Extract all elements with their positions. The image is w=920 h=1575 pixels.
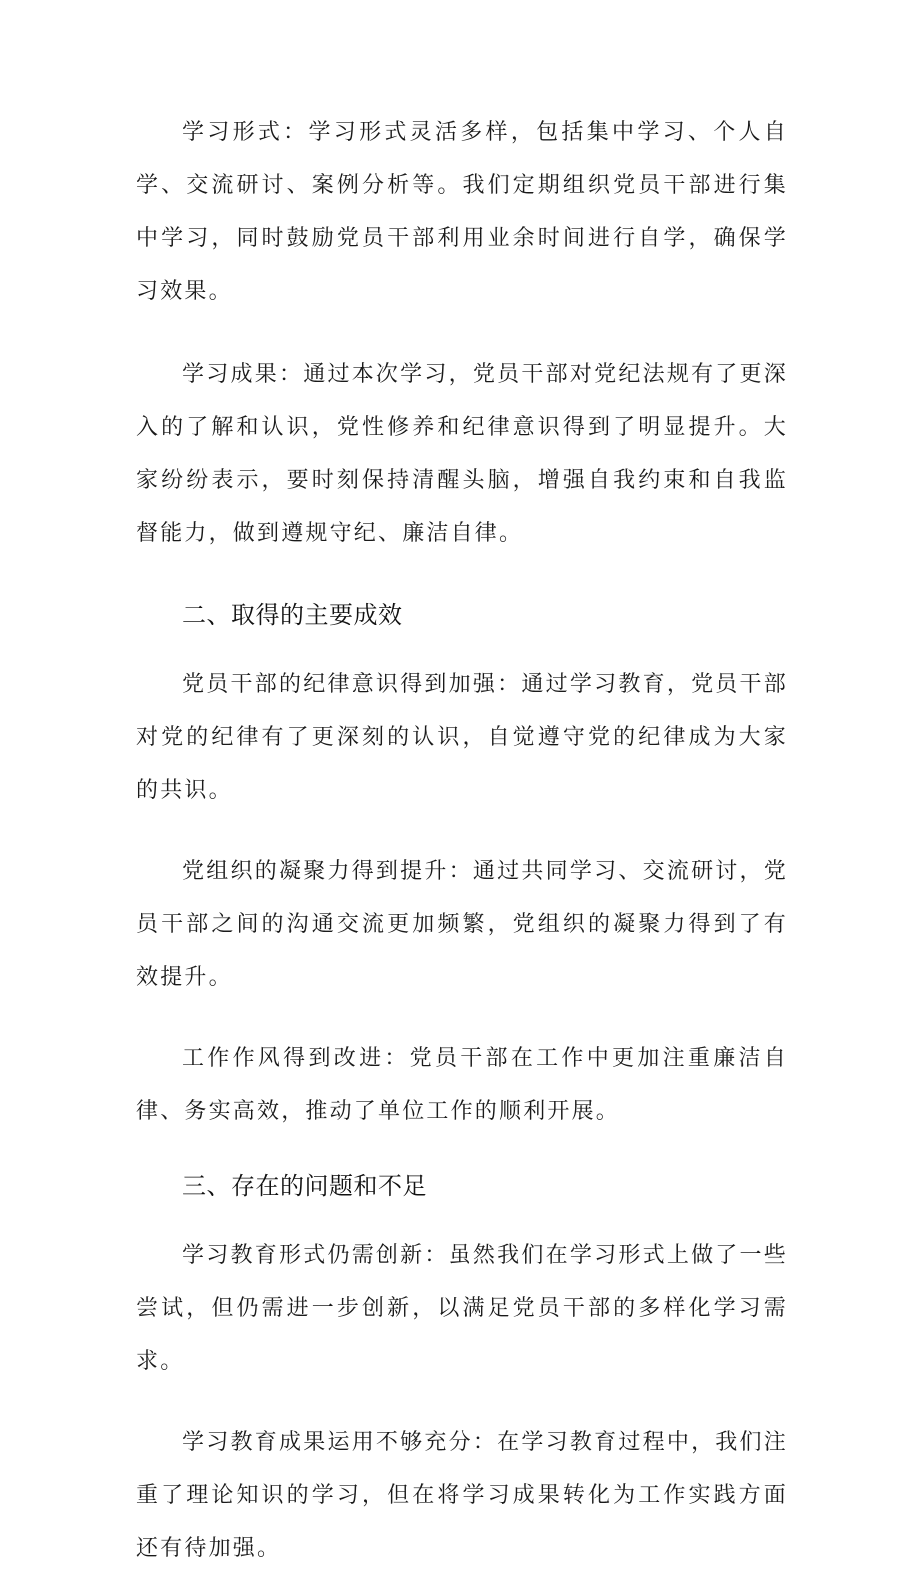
paragraph-cohesion: 党组织的凝聚力得到提升：通过共同学习、交流研讨，党员干部之间的沟通交流更加频繁，党组织的凝聚力得到了有效提升。 xyxy=(136,859,788,990)
paragraph-discipline-awareness: 党员干部的纪律意识得到加强：通过学习教育，党员干部对党的纪律有了更深刻的认识，自觉遵守党的纪律成为大家的共识。 xyxy=(136,672,788,803)
document-body xyxy=(136,106,788,1575)
paragraph-format-innovation: 学习教育形式仍需创新：虽然我们在学习形式上做了一些尝试，但仍需进一步创新，以满足党员干部的多样化学习需求。 xyxy=(136,1243,788,1374)
paragraph-results-application: 学习教育成果运用不够充分：在学习教育过程中，我们注重了理论知识的学习，但在将学习成果转化为工作实践方面还有待加强。 xyxy=(136,1430,788,1561)
section-heading-main-results: 二、取得的主要成效 xyxy=(182,601,403,629)
paragraph-learning-format: 学习形式：学习形式灵活多样，包括集中学习、个人自学、交流研讨、案例分析等。我们定期组织党员干部进行集中学习，同时鼓励党员干部利用业余时间进行自学，确保学习效果。 xyxy=(136,120,788,304)
section-heading-problems: 三、存在的问题和不足 xyxy=(182,1172,427,1200)
paragraph-learning-results: 学习成果：通过本次学习，党员干部对党纪法规有了更深入的了解和认识，党性修养和纪律意识得到了明显提升。大家纷纷表示，要时刻保持清醒头脑，增强自我约束和自我监督能力，做到遵规守纪、廉洁自律。 xyxy=(136,362,788,546)
paragraph-work-style: 工作作风得到改进：党员干部在工作中更加注重廉洁自律、务实高效，推动了单位工作的顺利开展。 xyxy=(136,1046,788,1124)
